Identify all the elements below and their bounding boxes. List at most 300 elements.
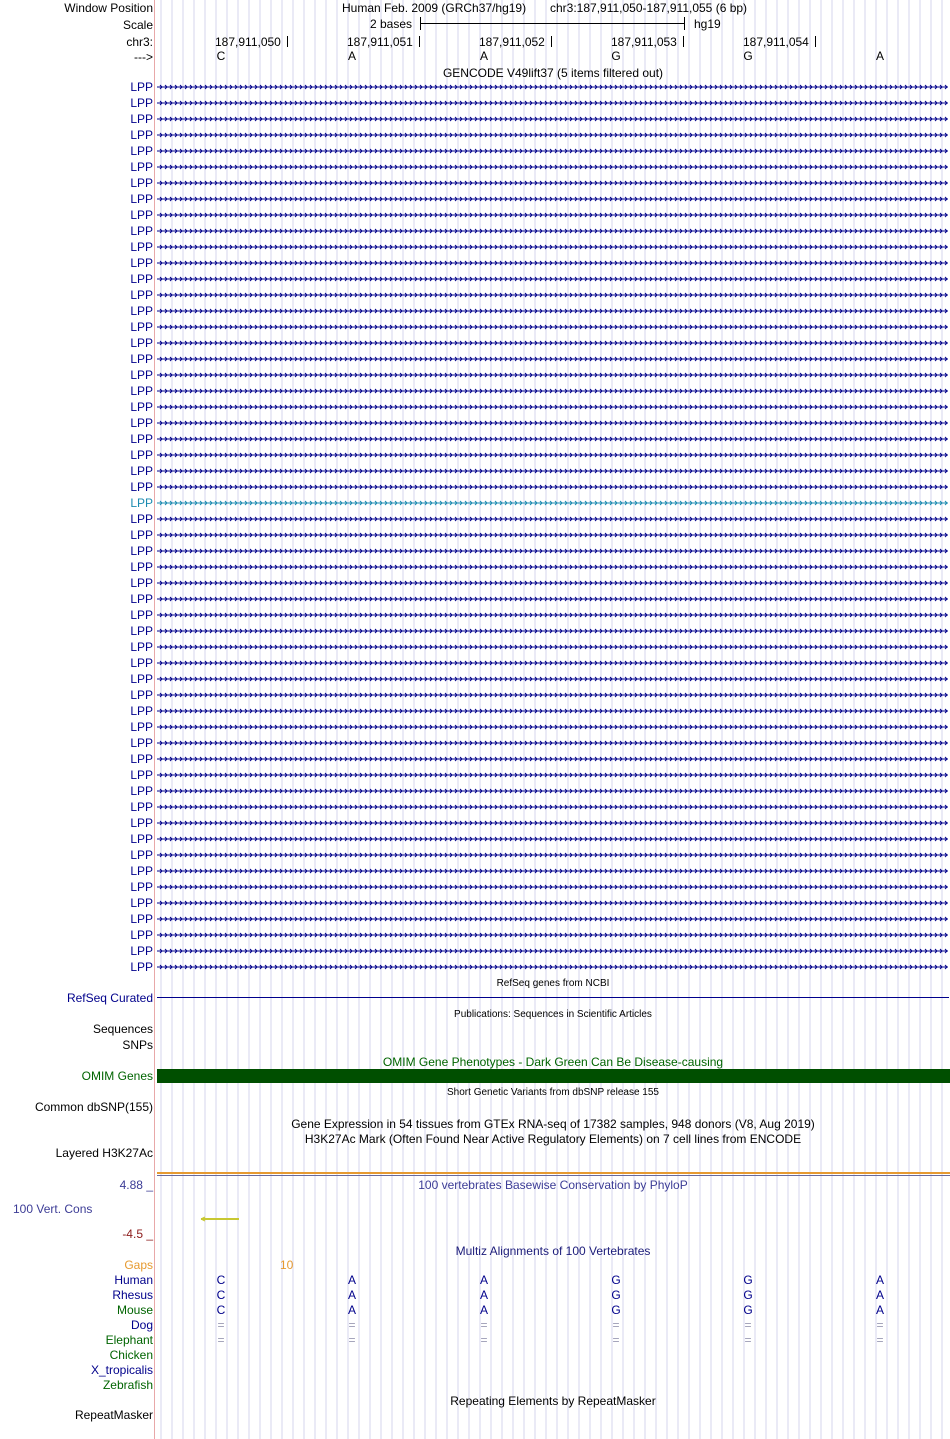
transcript-row[interactable]: [0, 303, 950, 319]
transcript-gene-label[interactable]: LPP: [130, 832, 153, 846]
transcript-row[interactable]: [0, 351, 950, 367]
reference-base: G: [611, 49, 621, 63]
transcript-row[interactable]: [0, 143, 950, 159]
transcript-feature[interactable]: [157, 847, 948, 863]
transcript-feature[interactable]: [157, 703, 948, 719]
transcript-row[interactable]: [0, 127, 950, 143]
transcript-gene-label[interactable]: LPP: [130, 880, 153, 894]
reference-base: C: [216, 49, 226, 63]
transcript-feature[interactable]: [157, 111, 948, 127]
transcript-gene-label[interactable]: LPP: [130, 224, 153, 238]
transcript-intron-line: [157, 927, 948, 943]
transcript-feature[interactable]: [157, 463, 948, 479]
refseq-title[interactable]: RefSeq genes from NCBI: [496, 978, 610, 989]
transcript-row[interactable]: [0, 639, 950, 655]
transcript-intron-line: [157, 303, 948, 319]
chrom-label: chr3:: [126, 35, 153, 49]
transcript-gene-label[interactable]: LPP: [130, 80, 153, 94]
alignment-base: A: [347, 1273, 356, 1287]
transcript-row[interactable]: [0, 575, 950, 591]
transcript-intron-line: [157, 463, 948, 479]
refseq-gene-line[interactable]: [157, 997, 949, 998]
dbsnp-label[interactable]: Common dbSNP(155): [34, 1100, 153, 1114]
transcript-gene-label[interactable]: LPP: [130, 928, 153, 942]
transcript-gene-label[interactable]: LPP: [130, 784, 153, 798]
transcript-row[interactable]: [0, 175, 950, 191]
gaps-value: 10: [280, 1258, 294, 1272]
transcript-gene-label[interactable]: LPP: [130, 768, 153, 782]
transcript-intron-line: [157, 719, 948, 735]
transcript-feature[interactable]: [157, 815, 948, 831]
transcript-feature[interactable]: [157, 319, 948, 335]
transcript-gene-label[interactable]: LPP: [130, 736, 153, 750]
transcript-feature[interactable]: [157, 335, 948, 351]
snps-label[interactable]: SNPs: [122, 1038, 153, 1052]
multiz-title[interactable]: Multiz Alignments of 100 Vertebrates: [455, 1244, 651, 1258]
alignment-base: =: [876, 1333, 884, 1347]
transcript-row[interactable]: [0, 191, 950, 207]
transcript-intron-line: [157, 527, 948, 543]
gtex-title[interactable]: Gene Expression in 54 tissues from GTEx RNA-seq of 17382 samples, 948 donors (V8, Aug 2019): [291, 1117, 815, 1131]
transcript-intron-line: [157, 495, 948, 511]
transcript-gene-label[interactable]: LPP: [130, 816, 153, 830]
transcript-gene-label[interactable]: LPP: [130, 416, 153, 430]
transcript-intron-line: [157, 367, 948, 383]
alignment-base: =: [348, 1333, 356, 1347]
alignment-base: G: [611, 1273, 621, 1287]
ruler-tick: [287, 36, 288, 47]
transcript-feature[interactable]: [157, 863, 948, 879]
transcript-intron-line: [157, 799, 948, 815]
transcript-gene-label[interactable]: LPP: [130, 208, 153, 222]
transcript-row[interactable]: [0, 655, 950, 671]
transcript-feature[interactable]: [157, 239, 948, 255]
transcript-gene-label[interactable]: LPP: [130, 496, 153, 510]
transcript-intron-line: [157, 319, 948, 335]
ruler-coord-label: 187,911,051: [347, 35, 413, 49]
transcript-gene-label[interactable]: LPP: [130, 624, 153, 638]
h3k27ac-label[interactable]: Layered H3K27Ac: [55, 1146, 153, 1160]
transcript-gene-label[interactable]: LPP: [130, 256, 153, 270]
transcript-feature[interactable]: [157, 431, 948, 447]
omim-label[interactable]: OMIM Genes: [81, 1069, 153, 1083]
transcript-row[interactable]: [0, 319, 950, 335]
species-label[interactable]: Rhesus: [112, 1288, 153, 1302]
ruler-tick: [551, 36, 552, 47]
transcript-gene-label[interactable]: LPP: [130, 432, 153, 446]
transcript-feature[interactable]: [157, 255, 948, 271]
transcript-row[interactable]: [0, 415, 950, 431]
alignment-base: C: [216, 1273, 226, 1287]
transcript-gene-label[interactable]: LPP: [130, 800, 153, 814]
alignment-base: =: [744, 1318, 752, 1332]
transcript-row[interactable]: [0, 623, 950, 639]
scale-bar-left-tick: [420, 17, 421, 30]
species-label[interactable]: Human: [114, 1273, 153, 1287]
transcript-gene-label[interactable]: LPP: [130, 720, 153, 734]
transcript-gene-label[interactable]: LPP: [130, 448, 153, 462]
refseq-label[interactable]: RefSeq Curated: [66, 991, 153, 1005]
transcript-feature[interactable]: [157, 671, 948, 687]
alignment-base: A: [875, 1273, 884, 1287]
ruler-tick: [419, 36, 420, 47]
transcript-feature[interactable]: [157, 447, 948, 463]
transcript-feature[interactable]: [157, 527, 948, 543]
transcript-feature[interactable]: [157, 559, 948, 575]
transcript-row[interactable]: [0, 383, 950, 399]
transcript-feature[interactable]: [157, 607, 948, 623]
transcript-intron-line: [157, 911, 948, 927]
alignment-base: G: [611, 1288, 621, 1302]
transcript-row[interactable]: [0, 879, 950, 895]
transcript-feature[interactable]: [157, 879, 948, 895]
transcript-intron-line: [157, 655, 948, 671]
scale-label: Scale: [122, 18, 153, 32]
transcript-gene-label[interactable]: LPP: [130, 176, 153, 190]
transcript-gene-label[interactable]: LPP: [130, 336, 153, 350]
scale-bar: [420, 23, 685, 24]
transcript-intron-line: [157, 847, 948, 863]
transcript-gene-label[interactable]: LPP: [130, 944, 153, 958]
transcript-feature[interactable]: [157, 927, 948, 943]
transcript-feature[interactable]: [157, 751, 948, 767]
transcript-gene-label[interactable]: LPP: [130, 320, 153, 334]
alignment-base: C: [216, 1303, 226, 1317]
transcript-row[interactable]: [0, 207, 950, 223]
transcript-row[interactable]: [0, 687, 950, 703]
alignment-base: =: [480, 1333, 488, 1347]
alignment-base: A: [479, 1273, 488, 1287]
transcript-intron-line: [157, 943, 948, 959]
scale-db: hg19: [694, 17, 721, 31]
transcript-row[interactable]: [0, 159, 950, 175]
transcript-feature[interactable]: [157, 687, 948, 703]
transcript-feature[interactable]: [157, 383, 948, 399]
transcript-row[interactable]: [0, 767, 950, 783]
transcript-intron-line: [157, 623, 948, 639]
transcript-intron-line: [157, 399, 948, 415]
transcript-feature[interactable]: [157, 495, 948, 511]
transcript-intron-line: [157, 591, 948, 607]
transcript-row[interactable]: [0, 751, 950, 767]
transcript-intron-line: [157, 127, 948, 143]
alignment-base: A: [875, 1303, 884, 1317]
transcript-feature[interactable]: [157, 143, 948, 159]
transcript-intron-line: [157, 575, 948, 591]
transcript-gene-label[interactable]: LPP: [130, 368, 153, 382]
transcript-intron-line: [157, 143, 948, 159]
transcript-feature[interactable]: [157, 511, 948, 527]
transcript-row[interactable]: [0, 239, 950, 255]
transcript-row[interactable]: [0, 287, 950, 303]
transcript-row[interactable]: [0, 831, 950, 847]
transcript-feature[interactable]: [157, 959, 948, 975]
transcript-feature[interactable]: [157, 911, 948, 927]
transcript-gene-label[interactable]: LPP: [130, 288, 153, 302]
transcript-gene-label[interactable]: LPP: [130, 912, 153, 926]
transcript-intron-line: [157, 351, 948, 367]
transcript-gene-label[interactable]: LPP: [130, 96, 153, 110]
species-label[interactable]: Zebrafish: [102, 1378, 153, 1392]
transcript-row[interactable]: [0, 959, 950, 975]
transcript-gene-label[interactable]: LPP: [130, 144, 153, 158]
publications-label[interactable]: Sequences: [92, 1022, 153, 1036]
transcript-feature[interactable]: [157, 399, 948, 415]
gaps-label: Gaps: [124, 1258, 153, 1272]
transcript-gene-label[interactable]: LPP: [130, 592, 153, 606]
ruler-tick: [683, 36, 684, 47]
transcript-intron-line: [157, 207, 948, 223]
transcript-row[interactable]: [0, 335, 950, 351]
transcript-row[interactable]: [0, 255, 950, 271]
transcript-feature[interactable]: [157, 95, 948, 111]
transcript-row[interactable]: [0, 511, 950, 527]
reference-base: A: [479, 49, 488, 63]
transcript-gene-label[interactable]: LPP: [130, 384, 153, 398]
transcript-gene-label[interactable]: LPP: [130, 608, 153, 622]
transcript-gene-label[interactable]: LPP: [130, 112, 153, 126]
transcript-gene-label[interactable]: LPP: [130, 544, 153, 558]
position-readout: chr3:187,911,050-187,911,055 (6 bp): [550, 1, 748, 15]
reference-base: A: [875, 49, 884, 63]
transcript-intron-line: [157, 543, 948, 559]
alignment-base: =: [217, 1333, 225, 1347]
transcript-gene-label[interactable]: LPP: [130, 192, 153, 206]
transcript-intron-line: [157, 271, 948, 287]
transcript-intron-line: [157, 863, 948, 879]
alignment-base: A: [347, 1303, 356, 1317]
transcript-intron-line: [157, 255, 948, 271]
scale-bar-right-tick: [684, 17, 685, 30]
transcript-feature[interactable]: [157, 479, 948, 495]
transcript-row[interactable]: [0, 607, 950, 623]
species-label[interactable]: Mouse: [116, 1303, 153, 1317]
transcript-row[interactable]: [0, 783, 950, 799]
transcript-intron-line: [157, 479, 948, 495]
alignment-base: =: [480, 1318, 488, 1332]
transcript-gene-label[interactable]: LPP: [130, 304, 153, 318]
transcript-row[interactable]: [0, 799, 950, 815]
transcript-gene-label[interactable]: LPP: [130, 752, 153, 766]
transcript-feature[interactable]: [157, 159, 948, 175]
alignment-base: =: [612, 1318, 620, 1332]
transcript-gene-label[interactable]: LPP: [130, 464, 153, 478]
transcript-intron-line: [157, 639, 948, 655]
alignment-base: A: [479, 1303, 488, 1317]
omim-title[interactable]: OMIM Gene Phenotypes - Dark Green Can Be Disease-causing: [382, 1055, 724, 1069]
omim-gene-block[interactable]: [157, 1069, 950, 1083]
transcript-feature[interactable]: [157, 623, 948, 639]
transcript-feature[interactable]: [157, 367, 948, 383]
transcript-feature[interactable]: [157, 303, 948, 319]
transcript-row[interactable]: [0, 863, 950, 879]
transcript-gene-label[interactable]: LPP: [130, 272, 153, 286]
alignment-base: A: [347, 1288, 356, 1302]
h3k27ac-signal-line[interactable]: [157, 1172, 950, 1174]
transcript-feature[interactable]: [157, 783, 948, 799]
alignment-base: =: [612, 1333, 620, 1347]
transcript-gene-label[interactable]: LPP: [130, 576, 153, 590]
transcript-row[interactable]: [0, 447, 950, 463]
transcript-row[interactable]: [0, 463, 950, 479]
transcript-intron-line: [157, 287, 948, 303]
transcript-feature[interactable]: [157, 831, 948, 847]
transcript-intron-line: [157, 415, 948, 431]
transcript-gene-label[interactable]: LPP: [130, 864, 153, 878]
transcript-row[interactable]: [0, 559, 950, 575]
transcript-row[interactable]: [0, 543, 950, 559]
transcript-intron-line: [157, 383, 948, 399]
transcript-row[interactable]: [0, 847, 950, 863]
ruler-tick: [815, 36, 816, 47]
transcript-feature[interactable]: [157, 591, 948, 607]
transcript-row[interactable]: [0, 719, 950, 735]
transcript-intron-line: [157, 111, 948, 127]
transcript-feature[interactable]: [157, 207, 948, 223]
transcript-row[interactable]: [0, 943, 950, 959]
transcript-intron-line: [157, 239, 948, 255]
transcript-feature[interactable]: [157, 639, 948, 655]
transcript-row[interactable]: [0, 911, 950, 927]
transcript-gene-label[interactable]: LPP: [130, 848, 153, 862]
transcript-intron-line: [157, 767, 948, 783]
repeatmasker-title[interactable]: Repeating Elements by RepeatMasker: [450, 1394, 656, 1408]
conservation-title[interactable]: 100 vertebrates Basewise Conservation by PhyloP: [418, 1178, 688, 1192]
alignment-base: A: [479, 1288, 488, 1302]
transcript-feature[interactable]: [157, 223, 948, 239]
transcript-feature[interactable]: [157, 175, 948, 191]
transcript-row[interactable]: [0, 703, 950, 719]
transcript-gene-label[interactable]: LPP: [130, 160, 153, 174]
transcript-feature[interactable]: [157, 895, 948, 911]
gencode-title[interactable]: GENCODE V49lift37 (5 items filtered out): [442, 66, 664, 80]
transcript-row[interactable]: [0, 95, 950, 111]
transcript-row[interactable]: [0, 111, 950, 127]
transcript-intron-line: [157, 831, 948, 847]
transcript-row[interactable]: [0, 735, 950, 751]
transcript-feature[interactable]: [157, 799, 948, 815]
alignment-base: G: [743, 1288, 753, 1302]
alignment-base: G: [743, 1303, 753, 1317]
transcript-gene-label[interactable]: LPP: [130, 128, 153, 142]
transcript-feature[interactable]: [157, 735, 948, 751]
transcript-gene-label[interactable]: LPP: [130, 512, 153, 526]
transcript-feature[interactable]: [157, 351, 948, 367]
transcript-gene-label[interactable]: LPP: [130, 960, 153, 974]
transcript-feature[interactable]: [157, 127, 948, 143]
transcript-feature[interactable]: [157, 719, 948, 735]
assembly-title: Human Feb. 2009 (GRCh37/hg19): [342, 1, 527, 15]
transcript-intron-line: [157, 959, 948, 975]
ruler-coord-label: 187,911,053: [611, 35, 677, 49]
h3k27ac-title[interactable]: H3K27Ac Mark (Often Found Near Active Regulatory Elements) on 7 cell lines from ENCODE: [304, 1132, 802, 1146]
transcript-gene-label[interactable]: LPP: [130, 352, 153, 366]
transcript-gene-label[interactable]: LPP: [130, 240, 153, 254]
transcript-intron-line: [157, 223, 948, 239]
transcript-row[interactable]: [0, 367, 950, 383]
transcript-intron-line: [157, 735, 948, 751]
transcript-intron-line: [157, 447, 948, 463]
conservation-min-label: -4.5 _: [122, 1227, 153, 1241]
ruler-coord-label: 187,911,054: [743, 35, 809, 49]
transcript-feature[interactable]: [157, 575, 948, 591]
species-label[interactable]: X_tropicalis: [90, 1363, 153, 1377]
dbsnp-title[interactable]: Short Genetic Variants from dbSNP release 155: [447, 1087, 659, 1098]
transcript-row[interactable]: [0, 399, 950, 415]
transcript-feature[interactable]: [157, 271, 948, 287]
transcript-intron-line: [157, 511, 948, 527]
species-label[interactable]: Elephant: [105, 1333, 153, 1347]
transcript-row[interactable]: [0, 79, 950, 95]
transcript-row[interactable]: [0, 479, 950, 495]
conservation-wiggle[interactable]: [195, 1214, 245, 1224]
transcript-gene-label[interactable]: LPP: [130, 656, 153, 670]
transcript-intron-line: [157, 815, 948, 831]
transcript-row[interactable]: [0, 271, 950, 287]
transcript-row[interactable]: [0, 815, 950, 831]
transcript-gene-label[interactable]: LPP: [130, 896, 153, 910]
transcript-row[interactable]: [0, 895, 950, 911]
transcript-row[interactable]: [0, 527, 950, 543]
scale-text: 2 bases: [370, 17, 413, 31]
transcript-intron-line: [157, 335, 948, 351]
transcript-feature[interactable]: [157, 79, 948, 95]
transcript-intron-line: [157, 159, 948, 175]
transcript-intron-line: [157, 607, 948, 623]
transcript-row[interactable]: [0, 671, 950, 687]
transcript-gene-label[interactable]: LPP: [130, 672, 153, 686]
transcript-feature[interactable]: [157, 287, 948, 303]
species-label[interactable]: Dog: [130, 1318, 153, 1332]
transcript-intron-line: [157, 175, 948, 191]
publications-title[interactable]: Publications: Sequences in Scientific Articles: [454, 1009, 652, 1020]
transcript-gene-label[interactable]: LPP: [130, 480, 153, 494]
transcript-row[interactable]: [0, 927, 950, 943]
transcript-gene-label[interactable]: LPP: [130, 688, 153, 702]
transcript-intron-line: [157, 783, 948, 799]
species-label[interactable]: Chicken: [109, 1348, 153, 1362]
transcript-gene-label[interactable]: LPP: [130, 560, 153, 574]
transcript-intron-line: [157, 895, 948, 911]
transcript-gene-label[interactable]: LPP: [130, 528, 153, 542]
repeatmasker-label[interactable]: RepeatMasker: [74, 1408, 153, 1422]
transcript-gene-label[interactable]: LPP: [130, 704, 153, 718]
transcript-row[interactable]: [0, 495, 950, 511]
transcript-intron-line: [157, 559, 948, 575]
transcript-intron-line: [157, 671, 948, 687]
transcript-row[interactable]: [0, 431, 950, 447]
transcript-feature[interactable]: [157, 415, 948, 431]
alignment-base: =: [744, 1333, 752, 1347]
conservation-label[interactable]: 100 Vert. Cons: [13, 1202, 93, 1216]
transcript-row[interactable]: [0, 223, 950, 239]
transcript-feature[interactable]: [157, 767, 948, 783]
transcript-feature[interactable]: [157, 191, 948, 207]
transcript-feature[interactable]: [157, 543, 948, 559]
transcript-row[interactable]: [0, 591, 950, 607]
h3k27ac-baseline: [157, 1175, 950, 1176]
transcript-feature[interactable]: [157, 943, 948, 959]
conservation-max-label: 4.88 _: [119, 1178, 153, 1192]
transcript-gene-label[interactable]: LPP: [130, 640, 153, 654]
transcript-gene-label[interactable]: LPP: [130, 400, 153, 414]
alignment-base: G: [611, 1303, 621, 1317]
strand-label: --->: [134, 50, 153, 64]
ruler-coord-label: 187,911,050: [215, 35, 281, 49]
transcript-feature[interactable]: [157, 655, 948, 671]
transcript-intron-line: [157, 95, 948, 111]
reference-base: A: [347, 49, 356, 63]
